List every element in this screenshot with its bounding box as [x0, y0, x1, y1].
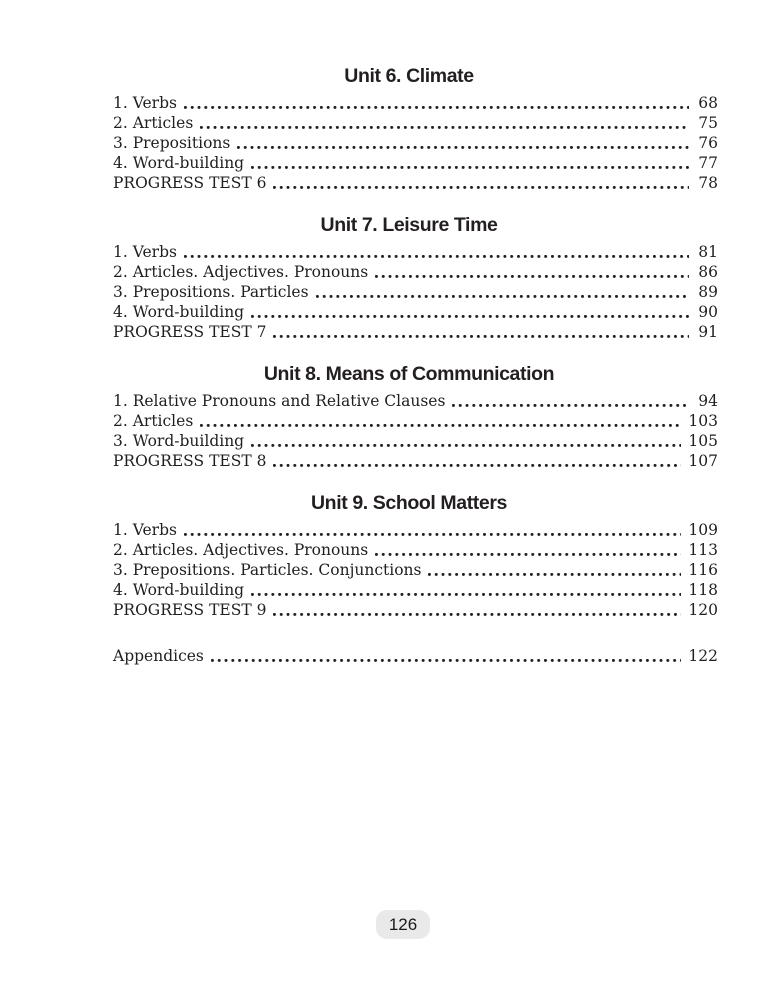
entry-label: 4. Word-building	[113, 154, 245, 172]
toc-entry	[100, 540, 718, 560]
entry-page-number: 81	[698, 243, 718, 261]
entry-page-number: 78	[698, 174, 718, 192]
dot-leader	[273, 613, 681, 616]
entry-label: PROGRESS TEST 7	[113, 323, 267, 341]
toc-entry	[100, 451, 718, 471]
entry-label: 4. Word-building	[113, 581, 245, 599]
page-number: 126	[388, 914, 418, 934]
entry-label: 2. Articles. Adjectives. Pronouns	[113, 541, 369, 559]
entry-label: 2. Articles. Adjectives. Pronouns	[113, 263, 369, 281]
dot-leader	[251, 315, 689, 318]
entry-page-number: 107	[688, 452, 718, 470]
toc-section	[100, 491, 718, 620]
dot-leader	[375, 275, 689, 278]
dot-leader	[251, 593, 681, 596]
dot-leader	[200, 126, 689, 129]
toc-content	[100, 64, 718, 666]
toc-section	[100, 64, 718, 193]
entry-page-number: 113	[688, 541, 718, 559]
section-entries	[100, 242, 718, 342]
entry-page-number: 89	[698, 283, 718, 301]
dot-leader	[273, 186, 689, 189]
toc-entry	[100, 113, 718, 133]
entry-page-number: 118	[688, 581, 718, 599]
toc-entry	[100, 600, 718, 620]
dot-leader	[273, 335, 689, 338]
section-entries	[100, 93, 718, 193]
toc-entry	[100, 646, 718, 666]
toc-entry	[100, 133, 718, 153]
toc-entry	[100, 153, 718, 173]
entry-label: 3. Prepositions	[113, 134, 231, 152]
toc-entry	[100, 242, 718, 262]
section-title: Unit 6. Climate	[344, 65, 474, 87]
section-title: Unit 8. Means of Communication	[263, 363, 555, 385]
section-title: Unit 9. School Matters	[311, 492, 507, 514]
dot-leader	[184, 533, 681, 536]
entry-page-number: 91	[698, 323, 718, 341]
dot-leader	[375, 553, 681, 556]
toc-entry	[100, 322, 718, 342]
entry-label: PROGRESS TEST 9	[113, 601, 267, 619]
toc-entry	[100, 302, 718, 322]
entry-label: 1. Verbs	[113, 243, 177, 261]
dot-leader	[316, 295, 689, 298]
entry-label: 3. Prepositions. Particles	[113, 283, 309, 301]
entry-page-number: 116	[688, 561, 718, 579]
entry-page-number: 103	[688, 412, 718, 430]
entry-page-number: 86	[698, 263, 718, 281]
entry-label: 2. Articles	[113, 412, 194, 430]
toc-entry	[100, 173, 718, 193]
toc-entry	[100, 560, 718, 580]
entry-page-number: 122	[688, 647, 718, 665]
entry-label: 1. Verbs	[113, 94, 177, 112]
toc-section	[100, 362, 718, 471]
dot-leader	[237, 146, 689, 149]
toc-entry	[100, 262, 718, 282]
dot-leader	[452, 404, 689, 407]
dot-leader	[251, 166, 689, 169]
entry-page-number: 68	[698, 94, 718, 112]
entry-page-number: 75	[698, 114, 718, 132]
dot-leader	[251, 444, 681, 447]
entry-label: 3. Word-building	[113, 432, 245, 450]
toc-entry	[100, 520, 718, 540]
dot-leader	[428, 573, 681, 576]
toc-entry	[100, 411, 718, 431]
entry-page-number: 105	[688, 432, 718, 450]
entry-label: 4. Word-building	[113, 303, 245, 321]
entry-page-number: 76	[698, 134, 718, 152]
section-entries	[100, 520, 718, 620]
toc-entry	[100, 282, 718, 302]
entry-page-number: 77	[698, 154, 718, 172]
entry-page-number: 94	[698, 392, 718, 410]
entry-label: 1. Verbs	[113, 521, 177, 539]
toc-section	[100, 213, 718, 342]
dot-leader	[273, 464, 681, 467]
dot-leader	[184, 106, 689, 109]
section-title: Unit 7. Leisure Time	[320, 214, 498, 236]
entry-page-number: 90	[698, 303, 718, 321]
entry-page-number: 120	[688, 601, 718, 619]
entry-label: 3. Prepositions. Particles. Conjunctions	[113, 561, 422, 579]
toc-entry	[100, 391, 718, 411]
entry-label: PROGRESS TEST 6	[113, 174, 267, 192]
section-entries	[100, 391, 718, 471]
dot-leader	[200, 424, 681, 427]
dot-leader	[211, 659, 682, 662]
toc-entry	[100, 580, 718, 600]
entry-page-number: 109	[688, 521, 718, 539]
toc-entry	[100, 431, 718, 451]
toc-entry	[100, 93, 718, 113]
entry-label: 2. Articles	[113, 114, 194, 132]
page-number-badge	[376, 910, 430, 939]
entry-label: Appendices	[113, 647, 204, 665]
dot-leader	[184, 255, 689, 258]
entry-label: 1. Relative Pronouns and Relative Clauses	[113, 392, 446, 410]
entry-label: PROGRESS TEST 8	[113, 452, 267, 470]
